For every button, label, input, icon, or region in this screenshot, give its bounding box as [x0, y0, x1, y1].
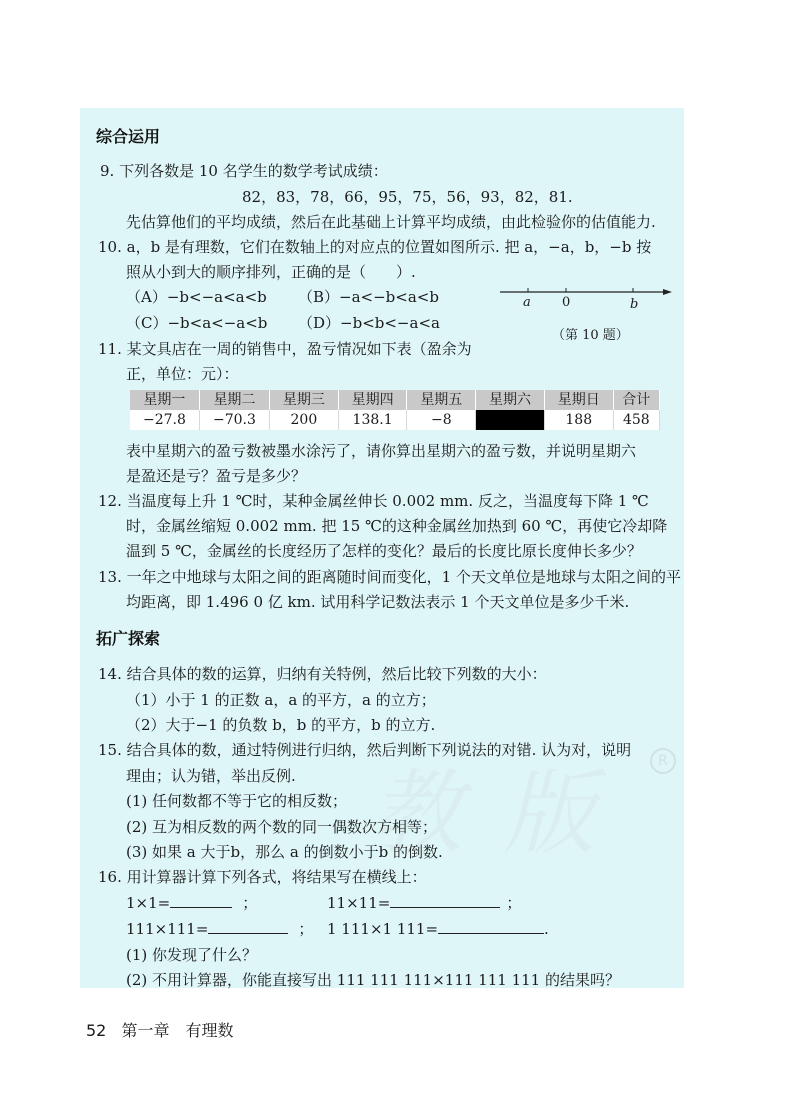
q10-option-a: （A）−b<−a<a<b: [126, 288, 267, 306]
q16-expr4: 1 111×1 111=: [327, 920, 439, 938]
q16-sub1: (1) 你发现了什么？: [126, 946, 258, 964]
q16-line1: 16. 用计算器计算下列各式，将结果写在横线上：: [98, 868, 427, 886]
q9-scores: 82，83，78，66，95，75，56，93，82，81.: [242, 188, 573, 206]
q11-line4: 是盈还是亏？盈亏是多少？: [126, 467, 307, 485]
q16-expr1-row: [126, 892, 257, 914]
publisher-watermark: 教 版: [370, 760, 602, 867]
q10-option-d: （D）−b<b<−a<a: [298, 314, 440, 332]
q10-line2: 照从小到大的顺序排列，正确的是（ ）.: [126, 263, 416, 281]
q10-option-b: （B）−a<−b<a<b: [298, 288, 439, 306]
table-header-cell: 星期二: [199, 390, 269, 410]
table-header-cell: 星期一: [130, 390, 199, 410]
q12-line3: 温到 5 ℃，金属丝的长度经历了怎样的变化？最后的长度比原长度伸长多少？: [126, 542, 642, 560]
q14-line1: 14. 结合具体的数的运算，归纳有关特例，然后比较下列数的大小：: [98, 665, 547, 683]
q11-line2: 正，单位：元）：: [126, 365, 239, 383]
table-cell: −8: [407, 410, 476, 430]
q14-sub1: （1）小于 1 的正数 a，a 的平方，a 的立方；: [126, 691, 436, 709]
table-header-row: [130, 390, 660, 410]
table-header-cell: 星期五: [407, 390, 476, 410]
answer-blank-4[interactable]: [438, 919, 544, 934]
q16-sub2: (2) 不用计算器，你能直接写出 111 111 111×111 111 111 的结果吗？: [126, 971, 620, 989]
table-cell: 138.1: [338, 410, 407, 430]
answer-blank-3[interactable]: [208, 919, 288, 934]
chapter-title: 第一章 有理数: [121, 1021, 234, 1040]
page-number: 52: [86, 1021, 107, 1040]
q15-line2: 理由；认为错，举出反例.: [126, 767, 296, 785]
table-header-cell: 星期日: [544, 390, 613, 410]
q16-expr4-row: [327, 918, 549, 940]
figure-caption: （第 10 题）: [552, 328, 629, 343]
sales-table: [130, 390, 660, 430]
q12-line1: 12. 当温度每上升 1 ℃时，某种金属丝伸长 0.002 mm. 反之，当温度每下降 1 ℃: [98, 492, 649, 510]
separator: ；: [506, 894, 522, 912]
ink-blot-cell: [476, 410, 545, 430]
table-cell: −27.8: [130, 410, 199, 430]
q11-line3: 表中星期六的盈亏数被墨水涂污了，请你算出星期六的盈亏数，并说明星期六: [126, 442, 637, 460]
q9-line1: 9. 下列各数是 10 名学生的数学考试成绩：: [100, 162, 388, 180]
q16-expr2-row: [327, 892, 521, 914]
table-cell: 188: [544, 410, 613, 430]
q15-sub2: (2) 互为相反数的两个数的同一偶数次方相等；: [126, 818, 438, 836]
table-header-cell: 星期六: [476, 390, 545, 410]
q16-expr3: 111×111=: [126, 920, 209, 938]
q10-line1: 10. a，b 是有理数，它们在数轴上的对应点的位置如图所示. 把 a，−a，b，−b 按: [98, 238, 652, 256]
number-line-label-a: a: [523, 295, 531, 310]
registered-mark-icon: R: [650, 748, 676, 774]
q13-line1: 13. 一年之中地球与太阳之间的距离随时间而变化，1 个天文单位是地球与太阳之间的平: [98, 568, 681, 586]
table-header-cell: 合计: [613, 390, 659, 410]
q14-sub2: （2）大于−1 的负数 b，b 的平方，b 的立方.: [126, 716, 436, 734]
page-footer: [86, 1020, 233, 1042]
q16-expr3-row: [126, 918, 313, 940]
answer-blank-2[interactable]: [390, 893, 500, 908]
section-heading-explore: 拓广探索: [96, 629, 161, 648]
table-header-cell: 星期四: [338, 390, 407, 410]
q16-expr1: 1×1=: [126, 894, 171, 912]
table-cell: 458: [613, 410, 659, 430]
q12-line2: 时，金属丝缩短 0.002 mm. 把 15 ℃的这种金属丝加热到 60 ℃，再使它冷却降: [126, 517, 668, 535]
number-line-label-zero: 0: [562, 295, 571, 310]
q11-line1: 11. 某文具店在一周的销售中，盈亏情况如下表（盈余为: [98, 340, 472, 358]
q10-option-c: （C）−b<a<−a<b: [126, 314, 268, 332]
q15-sub1: (1) 任何数都不等于它的相反数；: [126, 792, 348, 810]
q16-expr2: 11×11=: [327, 894, 391, 912]
q15-line1: 15. 结合具体的数，通过特例进行归纳，然后判断下列说法的对错. 认为对，说明: [98, 741, 632, 759]
section-heading-comprehensive: 综合运用: [96, 127, 161, 146]
table-cell: 200: [270, 410, 339, 430]
q13-line2: 均距离，即 1.496 0 亿 km. 试用科学记数法表示 1 个天文单位是多少千米.: [126, 593, 630, 611]
table-cell: −70.3: [199, 410, 269, 430]
number-line-label-b: b: [630, 297, 639, 312]
q15-sub3: (3) 如果 a 大于b，那么 a 的倒数小于b 的倒数.: [126, 843, 443, 861]
separator: ；: [242, 894, 258, 912]
separator: ；: [298, 920, 314, 938]
answer-blank-1[interactable]: [170, 893, 232, 908]
table-header-cell: 星期三: [270, 390, 339, 410]
table-row: [130, 410, 660, 430]
q9-line3: 先估算他们的平均成绩，然后在此基础上计算平均成绩，由此检验你的估值能力.: [126, 213, 656, 231]
period: .: [544, 920, 549, 938]
